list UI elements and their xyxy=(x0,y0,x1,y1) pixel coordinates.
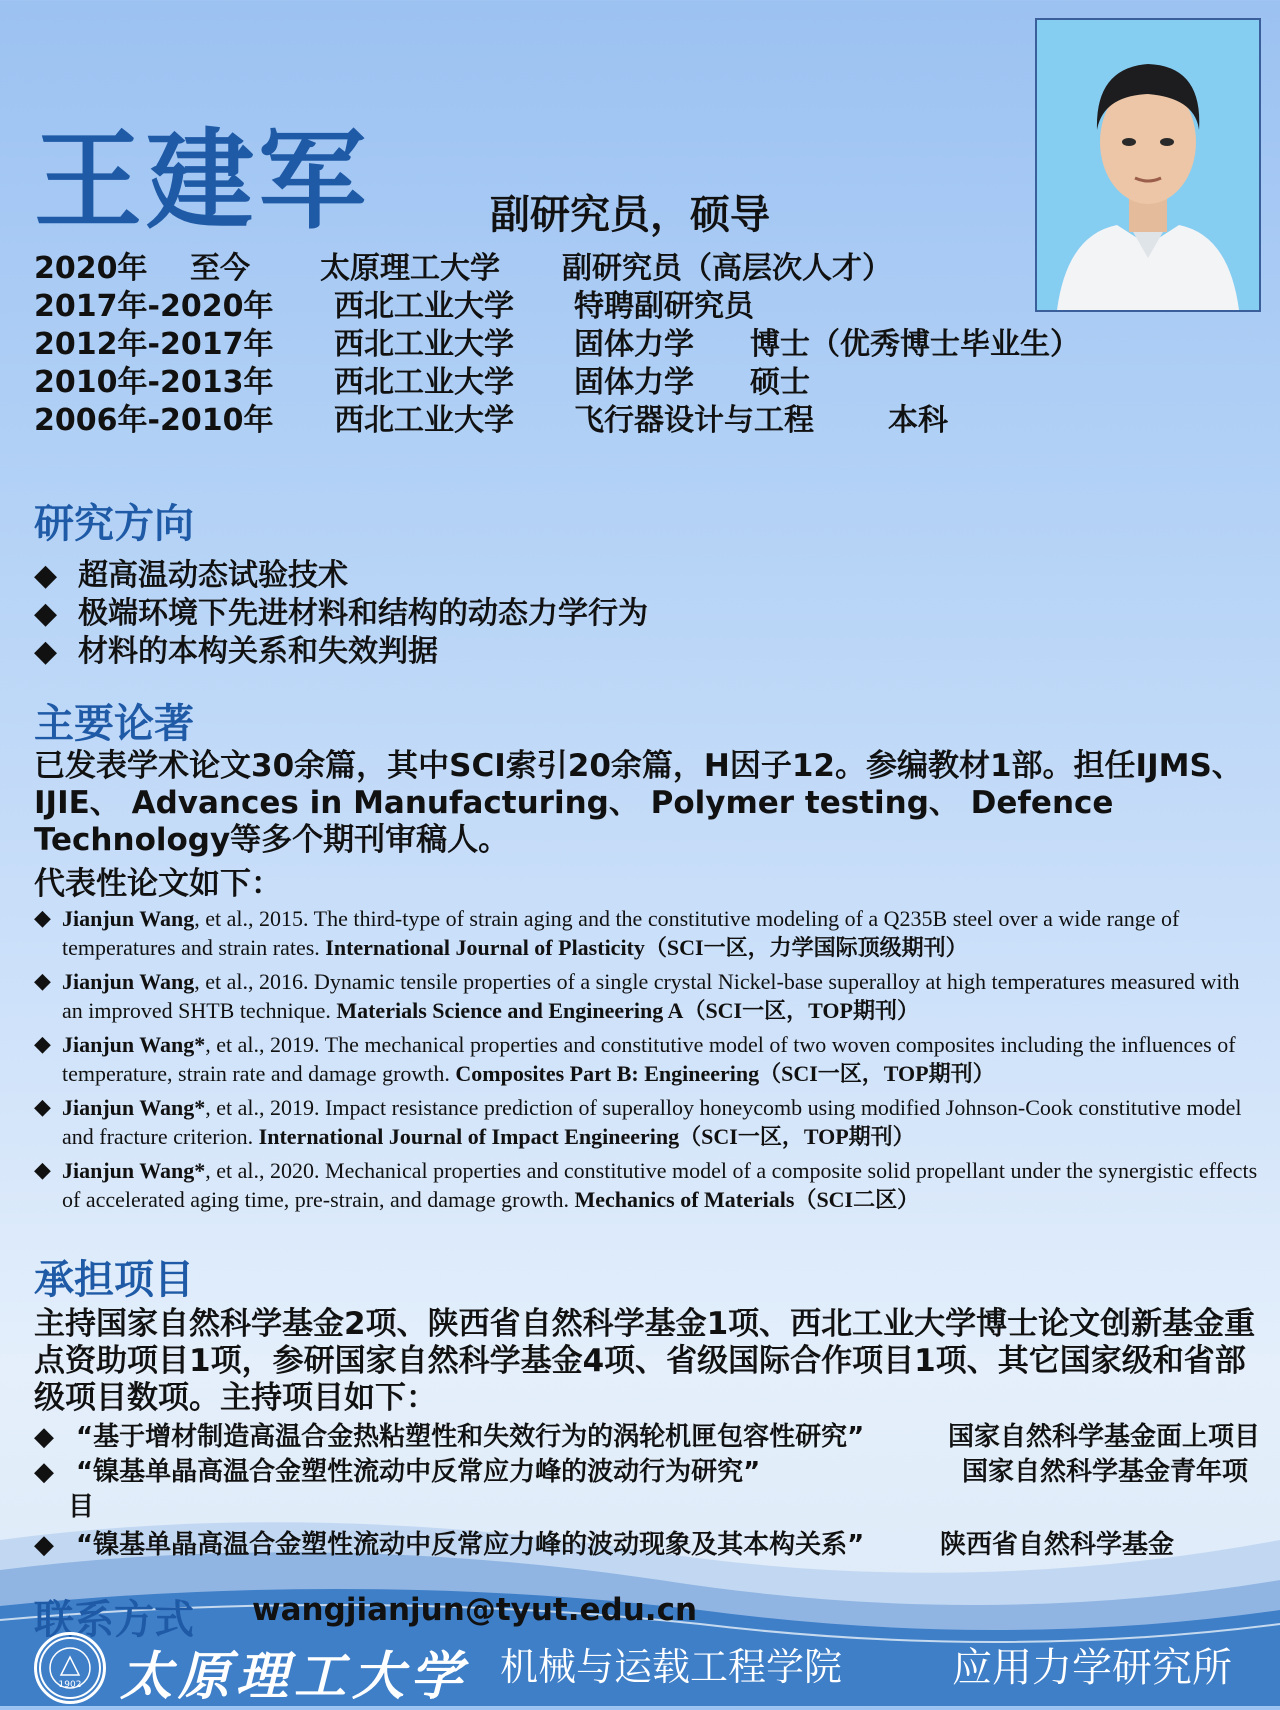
cv-degree: 硕士 xyxy=(750,365,810,400)
cv-role: 固体力学 xyxy=(574,327,694,362)
project-item xyxy=(34,1420,1260,1454)
projects-heading: 承担项目 xyxy=(34,1257,194,1303)
projects-summary: 主持国家自然科学基金2项、陕西省自然科学基金1项、西北工业大学博士论文创新基金重点资助项目1项，参研国家自然科学基金4项、省级国际合作项目1项、其它国家级和省部级项目数项。主持项目如下： xyxy=(34,1306,1256,1416)
publication-item xyxy=(34,1093,1260,1151)
cv-period: 2017年-2020年 xyxy=(34,289,274,324)
diamond-bullet-icon: ◆ xyxy=(34,969,51,994)
pub-body: , et al., 2020. Mechanical properties and constitutive model of a composite solid propellant under the synergistic effects of accelerated aging time, pre-strain, and damage growth. xyxy=(62,1158,1258,1212)
cv-org: 西北工业大学 xyxy=(334,327,514,362)
publication-item xyxy=(34,1156,1260,1214)
pub-body: , et al., 2019. The mechanical properties and constitutive model of two woven composites including the influences of temperature, strain rate and damage growth. xyxy=(62,1032,1236,1086)
cv-role: 固体力学 xyxy=(574,365,694,400)
school-name: 机械与运载工程学院 xyxy=(500,1645,843,1689)
pub-body: , et al., 2019. Impact resistance prediction of superalloy honeycomb using modified Johnson-Cook constitutive model and fracture criterion. xyxy=(62,1095,1242,1149)
cv-row xyxy=(34,288,1034,326)
cv-row xyxy=(34,402,1034,440)
university-name: 太原理工大学 xyxy=(120,1646,469,1707)
pub-journal: Mechanics of Materials xyxy=(574,1187,795,1212)
project-item xyxy=(34,1528,1260,1562)
contact-email[interactable]: wangjianjun@tyut.edu.cn xyxy=(252,1592,698,1628)
diamond-bullet-icon: ◆ xyxy=(34,596,58,631)
pub-note: （SCI一区，TOP期刊） xyxy=(679,1124,915,1149)
cv-degree: 博士（优秀博士毕业生） xyxy=(750,327,1080,362)
seal-illustration xyxy=(37,1635,103,1701)
publications-heading: 主要论著 xyxy=(34,701,194,747)
pub-author: Jianjun Wang* xyxy=(62,1158,206,1183)
publication-item xyxy=(34,1030,1260,1088)
research-item-text: 超高温动态试验技术 xyxy=(77,558,348,593)
pub-author: Jianjun Wang* xyxy=(62,1095,206,1120)
institute-name: 应用力学研究所 xyxy=(952,1645,1232,1691)
university-seal-icon xyxy=(34,1632,106,1704)
cv-period: 2020年 xyxy=(34,251,148,286)
diamond-bullet-icon: ◆ xyxy=(34,1032,51,1057)
pub-body: , et al., 2016. Dynamic tensile properties of a single crystal Nickel-base superalloy at high temperatures measured with an improved SHTB technique. xyxy=(62,969,1240,1023)
project-title: “镍基单晶高温合金塑性流动中反常应力峰的波动行为研究” xyxy=(76,1457,761,1487)
diamond-bullet-icon: ◆ xyxy=(34,558,58,593)
pub-journal: International Journal of Plasticity xyxy=(325,935,645,960)
diamond-bullet-icon: ◆ xyxy=(34,1530,54,1560)
project-fund: 陕西省自然科学基金 xyxy=(939,1530,1174,1560)
pub-note: （SCI二区） xyxy=(794,1187,920,1212)
project-item xyxy=(34,1455,1260,1489)
research-item xyxy=(34,626,438,670)
pub-note: （SCI一区，力学国际顶级期刊） xyxy=(644,935,968,960)
research-item-text: 材料的本构关系和失效判据 xyxy=(77,634,438,669)
project-fund: 国家自然科学基金面上项目 xyxy=(947,1422,1260,1452)
project-title: “镍基单晶高温合金塑性流动中反常应力峰的波动现象及其本构关系” xyxy=(76,1530,865,1560)
pub-journal: Composites Part B: Engineering xyxy=(455,1061,760,1086)
publication-item xyxy=(34,967,1260,1025)
cv-period: 2010年-2013年 xyxy=(34,365,274,400)
project-fund: 国家自然科学基金青年项 xyxy=(961,1457,1248,1487)
cv-org: 西北工业大学 xyxy=(334,365,514,400)
cv-period: 2012年-2017年 xyxy=(34,327,274,362)
portrait-photo xyxy=(1035,18,1261,312)
diamond-bullet-icon: ◆ xyxy=(34,1095,51,1120)
diamond-bullet-icon: ◆ xyxy=(34,634,58,669)
pub-note: （SCI一区，TOP期刊） xyxy=(759,1061,995,1086)
cv-degree: 本科 xyxy=(888,403,948,438)
diamond-bullet-icon: ◆ xyxy=(34,1422,54,1452)
cv-role: 副研究员（高层次人才） xyxy=(562,251,892,286)
pub-journal: International Journal of Impact Engineering xyxy=(258,1124,680,1149)
cv-org: 西北工业大学 xyxy=(334,403,514,438)
cv-org: 太原理工大学 xyxy=(320,251,500,286)
pub-author: Jianjun Wang* xyxy=(62,1032,206,1057)
diamond-bullet-icon: ◆ xyxy=(34,1158,51,1183)
portrait-illustration xyxy=(1037,20,1259,310)
contact-heading: 联系方式 xyxy=(34,1597,194,1643)
research-heading: 研究方向 xyxy=(34,501,194,547)
project-title: “基于增材制造高温合金热粘塑性和失效行为的涡轮机匣包容性研究” xyxy=(76,1422,865,1452)
pub-author: Jianjun Wang xyxy=(62,969,195,994)
cv-row xyxy=(34,250,1034,288)
cv-role: 特聘副研究员 xyxy=(574,289,754,324)
pub-journal: Materials Science and Engineering A xyxy=(336,998,684,1023)
cv-period-end: 至今 xyxy=(190,251,250,286)
pub-author: Jianjun Wang xyxy=(62,906,195,931)
cv-row xyxy=(34,326,1134,364)
person-title: 副研究员，硕导 xyxy=(490,192,770,238)
diamond-bullet-icon: ◆ xyxy=(34,1457,54,1487)
representative-label: 代表性论文如下： xyxy=(34,866,282,902)
pub-note: （SCI一区，TOP期刊） xyxy=(683,998,919,1023)
cv-role: 飞行器设计与工程 xyxy=(574,403,814,438)
seal-year: 1902 xyxy=(58,1680,82,1690)
publication-item xyxy=(34,904,1260,962)
diamond-bullet-icon: ◆ xyxy=(34,906,51,931)
project-fund-wrap: 目 xyxy=(68,1492,95,1522)
cv-org: 西北工业大学 xyxy=(334,289,514,324)
pub-body: , et al., 2015. The third-type of strain aging and the constitutive modeling of a Q235B steel over a wide range of temperatures and strain rates. xyxy=(62,906,1180,960)
publications-summary: 已发表学术论文30余篇，其中SCI索引20余篇，H因子12。参编教材1部。担任IJMS、IJIE、 Advances in Manufacturing、 Polymer testing、 Defence Technology等多个期刊审稿人。 xyxy=(34,748,1243,858)
cv-row xyxy=(34,364,1034,402)
person-name: 王建军 xyxy=(34,119,371,244)
research-item-text: 极端环境下先进材料和结构的动态力学行为 xyxy=(77,596,648,631)
cv-period: 2006年-2010年 xyxy=(34,403,274,438)
